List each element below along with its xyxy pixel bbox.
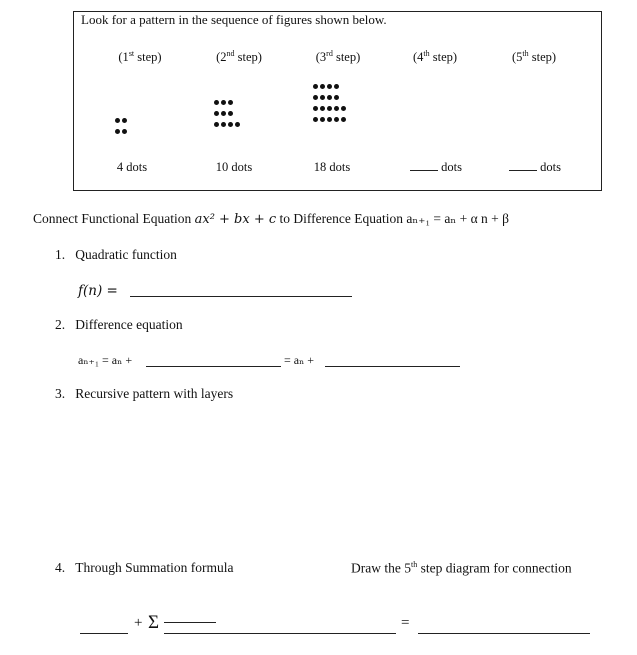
dot [122, 118, 127, 123]
dot-row [313, 95, 339, 102]
step-3-count: 18 dots [313, 160, 351, 174]
dot [313, 117, 318, 122]
dot [221, 111, 226, 116]
sigma-symbol: Σ [148, 612, 160, 633]
f-answer-line[interactable] [130, 296, 352, 297]
dot [341, 117, 346, 122]
item-3: 3. Recursive pattern with layers [55, 386, 234, 401]
item-1: 1. Quadratic function [55, 247, 177, 262]
dot [313, 95, 318, 100]
item-2: 2. Difference equation [55, 317, 183, 332]
dot [327, 106, 332, 111]
dot [320, 106, 325, 111]
dot [214, 100, 219, 105]
dot [327, 84, 332, 89]
dot-row [313, 84, 339, 91]
step-1-count: 4 dots [116, 160, 148, 174]
f-label: f(n) = [78, 283, 118, 299]
sum-blank-1[interactable] [80, 633, 128, 634]
sum-blank-3[interactable] [418, 633, 590, 634]
step-4-label: (4th step) [412, 49, 458, 65]
step-4-count: dots [410, 160, 462, 175]
step-5-count-blank[interactable] [509, 170, 537, 171]
dot [334, 117, 339, 122]
sum-plus: + [134, 615, 143, 631]
dot [115, 118, 120, 123]
dot [320, 117, 325, 122]
intro-text: Look for a pattern in the sequence of figures shown below. [81, 12, 387, 27]
dot [327, 117, 332, 122]
dot [122, 129, 127, 134]
dot [327, 95, 332, 100]
dot [228, 100, 233, 105]
dot [313, 106, 318, 111]
step-5-label: (5th step) [511, 49, 557, 65]
sum-equals: = [401, 615, 410, 631]
dot [214, 122, 219, 127]
dot [228, 111, 233, 116]
diff-lhs: aₙ₊₁ = aₙ + [78, 353, 133, 367]
dot [235, 122, 240, 127]
dot [221, 122, 226, 127]
step-4-count-blank[interactable] [410, 170, 438, 171]
dot [115, 129, 120, 134]
step-2-count: 10 dots [215, 160, 253, 174]
diff-answer-line-1[interactable] [146, 366, 281, 367]
dot [334, 95, 339, 100]
dot-row [214, 122, 240, 129]
draw-instruction: Draw the 5th step diagram for connection [351, 560, 572, 576]
dot [228, 122, 233, 127]
dot [334, 84, 339, 89]
dot [341, 106, 346, 111]
sum-blank-2[interactable] [164, 633, 396, 634]
item-4: 4. Through Summation formula [55, 560, 234, 575]
dot [313, 84, 318, 89]
dot-row [115, 129, 127, 136]
dot-row [115, 118, 127, 125]
dot-row [214, 100, 233, 107]
step-3-label: (3rd step) [315, 49, 361, 65]
step-1-label: (1st step) [118, 49, 162, 65]
dot-row [313, 117, 346, 124]
dot [320, 95, 325, 100]
step-2-label: (2nd step) [216, 49, 262, 65]
dot [334, 106, 339, 111]
dot-row [214, 111, 233, 118]
dot-row [313, 106, 346, 113]
dot [214, 111, 219, 116]
sigma-upper-blank[interactable] [164, 622, 216, 623]
dot [221, 100, 226, 105]
diff-mid: = aₙ + [284, 353, 315, 367]
diff-answer-line-2[interactable] [325, 366, 460, 367]
step-5-count: dots [509, 160, 561, 175]
dot [320, 84, 325, 89]
connect-heading: Connect Functional Equation ax² + bx + c to Difference Equation aₙ₊₁ = aₙ + α n + β [33, 211, 510, 227]
